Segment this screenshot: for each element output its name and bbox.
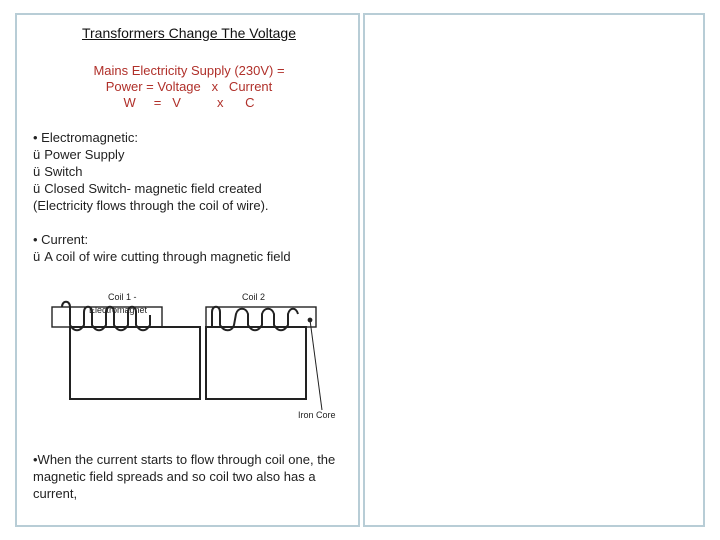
check-icon: ü: [33, 181, 41, 196]
list-item: ü A coil of wire cutting through magnetic field: [33, 249, 291, 264]
coil2-label: Coil 2: [242, 292, 266, 302]
electromagnetic-note: (Electricity flows through the coil of wire).: [33, 198, 269, 213]
mains-formula: [0, 63, 378, 111]
electromagnetic-section: [33, 129, 269, 214]
check-icon: ü: [33, 249, 41, 264]
right-blank-panel: [363, 13, 705, 527]
iron-core-label: Iron Core: [298, 410, 336, 420]
electromagnetic-heading: • Electromagnetic:: [33, 130, 138, 145]
current-section: [33, 231, 291, 265]
coil1-label: Coil 1 -: [108, 292, 137, 302]
coil1-label-line2: Electromagnet: [89, 305, 148, 315]
mains-line-1: Mains Electricity Supply (230V) =: [93, 63, 285, 78]
summary-text: •When the current starts to flow through coil one, the magnetic field spreads and so coil two also has a current,: [33, 452, 336, 501]
list-item: ü Switch: [33, 164, 83, 179]
mains-line-3: W = V x C: [123, 95, 255, 110]
mains-line-2: Power = Voltage x Current: [105, 79, 273, 94]
list-item: ü Closed Switch- magnetic field created: [33, 181, 262, 196]
list-item: ü Power Supply: [33, 147, 125, 162]
check-icon: ü: [33, 147, 41, 162]
check-icon: ü: [33, 164, 41, 179]
current-heading: • Current:: [33, 232, 89, 247]
page-title: Transformers Change The Voltage: [81, 25, 296, 41]
